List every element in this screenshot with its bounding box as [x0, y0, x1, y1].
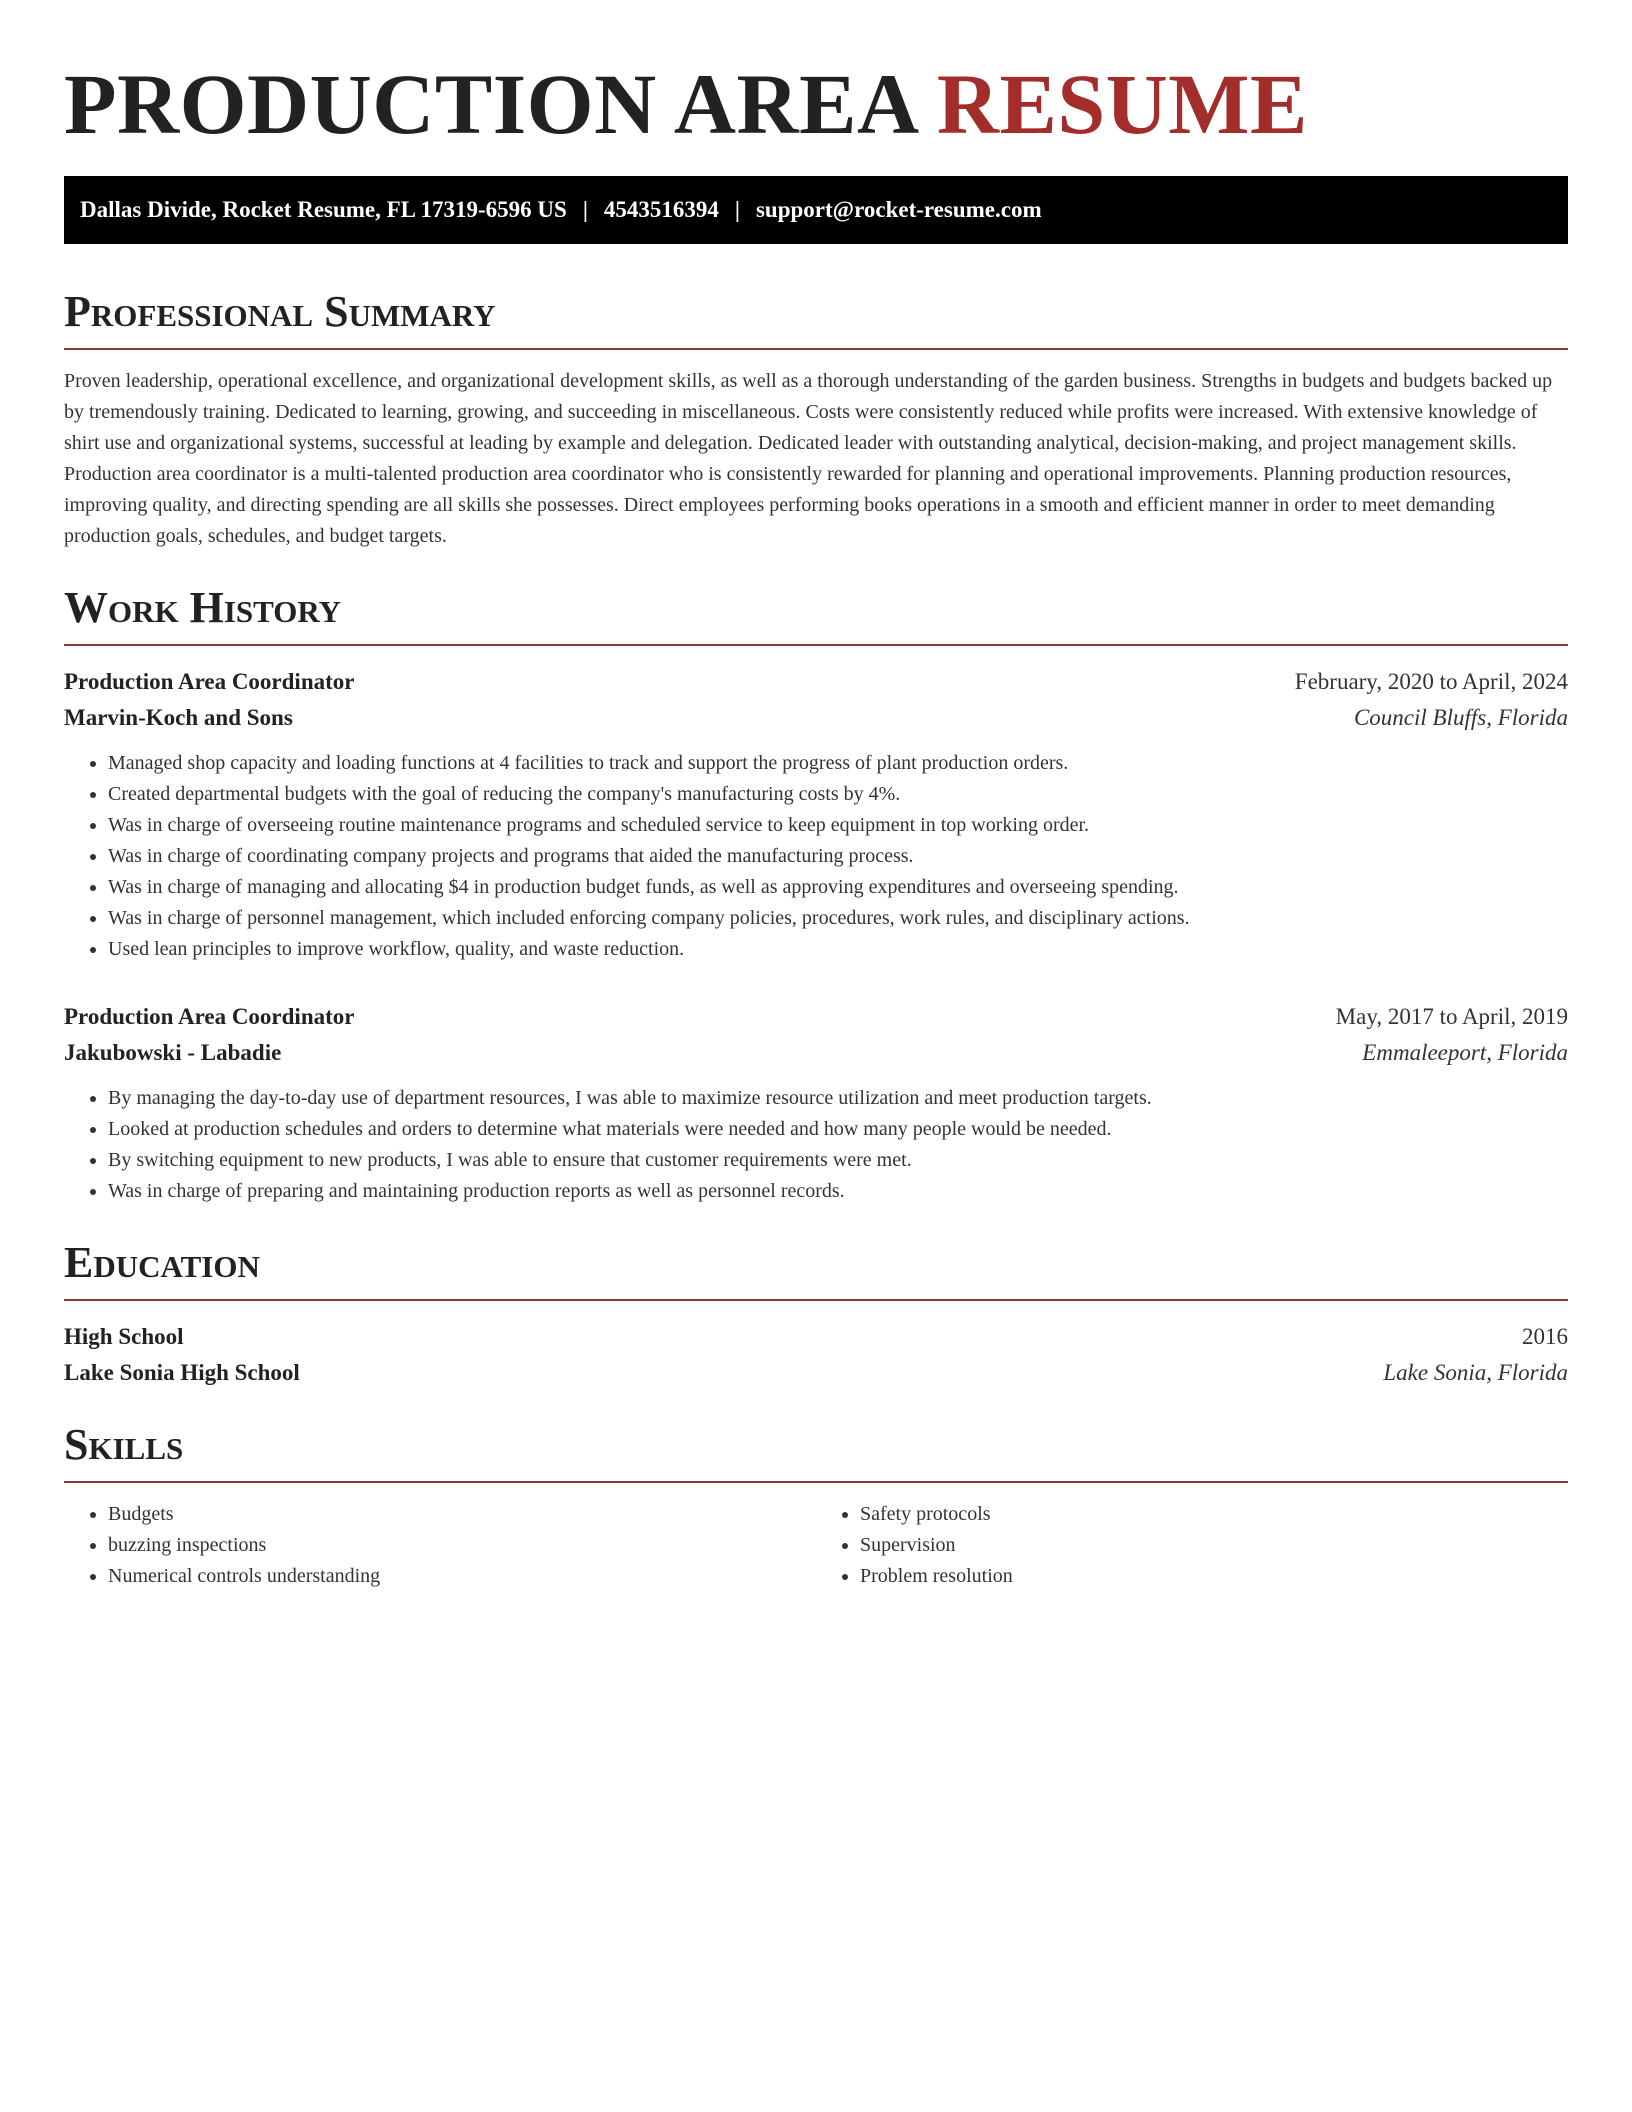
job-dates: February, 2020 to April, 2024 [1294, 669, 1568, 694]
job-bullet: • Was in charge of managing and allocating $4 in production budget funds, as well as approving expenditures and overseeing spending. [108, 872, 1568, 903]
education-entry [64, 1319, 1568, 1391]
job-bullet: • Looked at production schedules and orders to determine what materials were needed and how many people would be needed. [108, 1114, 1568, 1145]
contact-separator: | [582, 197, 588, 222]
education-degree: High School [64, 1324, 184, 1349]
resume-title [64, 56, 1568, 152]
skills-grid [64, 1499, 1568, 1592]
job-bullet: • Created departmental budgets with the goal of reducing the company's manufacturing costs by 4%. [108, 779, 1568, 810]
contact-bar [64, 176, 1568, 244]
job-bullets [64, 748, 1568, 965]
section-divider [64, 644, 1568, 646]
job-bullet: • By switching equipment to new products, I was able to ensure that customer requirements were met. [108, 1145, 1568, 1176]
contact-phone: 4543516394 [603, 197, 719, 222]
job-location: Council Bluffs, Florida [1353, 705, 1568, 730]
skill-item: • Numerical controls understanding [108, 1561, 816, 1592]
skills-section [64, 1419, 1568, 1592]
job-bullet: • Managed shop capacity and loading functions at 4 facilities to track and support the progress of plant production orders. [108, 748, 1568, 779]
title-accent: RESUME [936, 56, 1308, 152]
section-divider [64, 1299, 1568, 1301]
skills-column [816, 1499, 1568, 1592]
education-section [64, 1237, 1568, 1391]
job-bullet: • Was in charge of preparing and maintaining production reports as well as personnel records. [108, 1176, 1568, 1207]
work-history-section [64, 582, 1568, 1207]
job-title: Production Area Coordinator [64, 669, 355, 694]
section-divider [64, 348, 1568, 350]
skill-item: • Budgets [108, 1499, 816, 1530]
skill-item: • Safety protocols [860, 1499, 1568, 1530]
contact-address: Dallas Divide, Rocket Resume, FL 17319-6596 US [80, 197, 567, 222]
job-company: Jakubowski - Labadie [64, 1040, 282, 1065]
contact-separator: | [734, 197, 740, 222]
job-entry [64, 999, 1568, 1207]
work-history-heading: Work History [64, 583, 342, 632]
title-main: PRODUCTION AREA [64, 56, 915, 152]
education-year: 2016 [1522, 1324, 1568, 1349]
education-school: Lake Sonia High School [64, 1360, 300, 1385]
education-heading: Education [64, 1238, 260, 1287]
skills-column [64, 1499, 816, 1592]
job-bullets [64, 1083, 1568, 1207]
skill-item: • buzzing inspections [108, 1530, 816, 1561]
contact-email: support@rocket-resume.com [755, 197, 1042, 222]
skill-item: • Problem resolution [860, 1561, 1568, 1592]
job-bullet: • Was in charge of personnel management, which included enforcing company policies, procedures, work rules, and disciplinary actions. [108, 903, 1568, 934]
job-bullet: • Was in charge of overseeing routine maintenance programs and scheduled service to keep equipment in top working order. [108, 810, 1568, 841]
job-entry [64, 664, 1568, 965]
job-bullet: • Used lean principles to improve workflow, quality, and waste reduction. [108, 934, 1568, 965]
job-location: Emmaleeport, Florida [1362, 1040, 1568, 1065]
job-bullet: • By managing the day-to-day use of department resources, I was able to maximize resource utilization and meet production targets. [108, 1083, 1568, 1114]
summary-section [64, 286, 1568, 552]
summary-heading: Professional Summary [64, 287, 496, 336]
job-company: Marvin-Koch and Sons [64, 705, 293, 730]
summary-text: Proven leadership, operational excellence, and organizational development skills, as well as a thorough understanding of the garden business. Strengths in budgets and budgets backed up by tremendously training. Dedicated to learning, growing, and succeeding in miscellaneous. Costs were consistently reduced while profits were increased. With extensive knowledge of shirt use and organizational systems, successful at leading by example and delegation. Dedicated leader with outstanding analytical, decision-making, and project management skills. Production area coordinator is a multi-talented production area coordinator who is consistently rewarded for planning and operational improvements. Planning production resources, improving quality, and directing spending are all skills she possesses. Direct employees performing books operations in a smooth and efficient manner in order to meet demanding production goals, schedules, and budget targets. [64, 370, 1553, 547]
job-title: Production Area Coordinator [64, 1004, 355, 1029]
skill-item: • Supervision [860, 1530, 1568, 1561]
job-dates: May, 2017 to April, 2019 [1335, 1004, 1568, 1029]
education-location: Lake Sonia, Florida [1383, 1360, 1568, 1385]
section-divider [64, 1481, 1568, 1483]
skills-heading: Skills [64, 1420, 184, 1469]
job-bullet: • Was in charge of coordinating company projects and programs that aided the manufacturing process. [108, 841, 1568, 872]
